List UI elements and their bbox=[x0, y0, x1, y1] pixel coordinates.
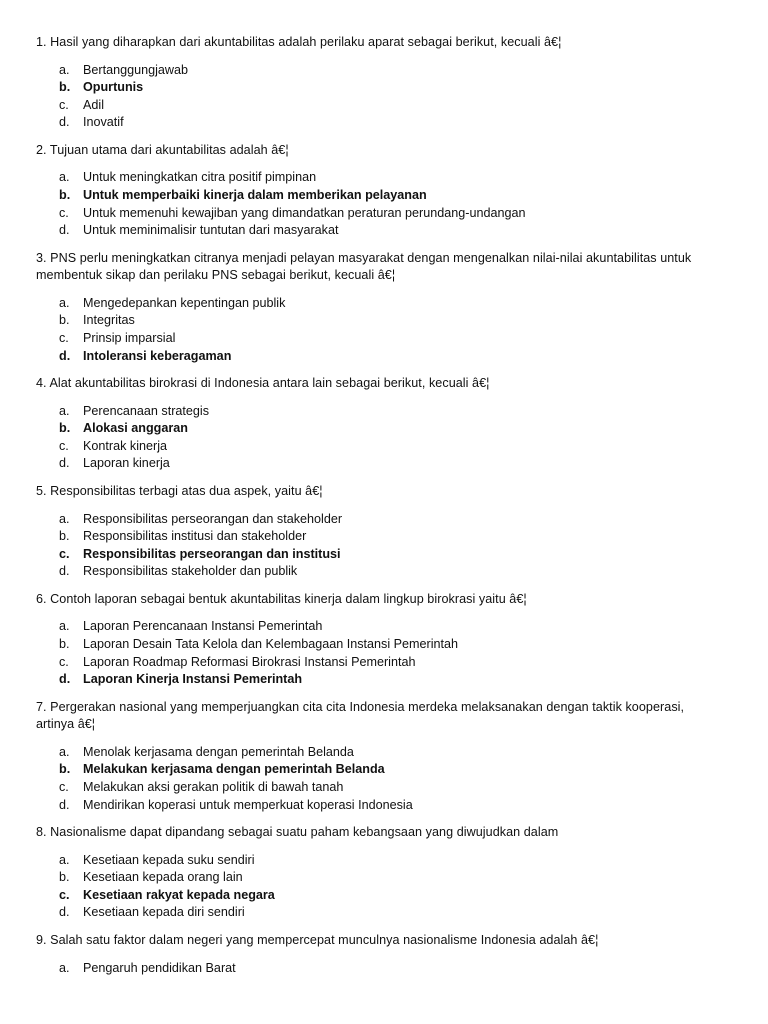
option-text: Integritas bbox=[83, 313, 135, 328]
answer-option bbox=[36, 546, 718, 564]
option-text: Kontrak kinerja bbox=[83, 438, 167, 453]
option-letter: c. bbox=[59, 330, 69, 345]
answer-option bbox=[36, 455, 718, 473]
option-letter: a. bbox=[59, 852, 70, 867]
option-text: Laporan kinerja bbox=[83, 456, 170, 471]
option-text: Mendirikan koperasi untuk memperkuat koperasi Indonesia bbox=[83, 797, 413, 812]
question-text: 1. Hasil yang diharapkan dari akuntabilitas adalah perilaku aparat sebagai berikut, kecuali â€¦ bbox=[36, 35, 562, 49]
question-block bbox=[36, 483, 718, 581]
option-letter: b. bbox=[59, 187, 71, 202]
answer-option bbox=[36, 187, 718, 205]
option-text: Mengedepankan kepentingan publik bbox=[83, 295, 286, 310]
question-text: 6. Contoh laporan sebagai bentuk akuntabilitas kinerja dalam lingkup birokrasi yaitu â€¦ bbox=[36, 591, 527, 606]
answer-option bbox=[36, 114, 718, 132]
question-text: 4. Alat akuntabilitas birokrasi di Indonesia antara lain sebagai berikut, kecuali â€¦ bbox=[36, 376, 490, 391]
option-letter: b. bbox=[59, 80, 71, 95]
answer-option bbox=[36, 403, 718, 421]
question-text: 5. Responsibilitas terbagi atas dua aspek, yaitu â€¦ bbox=[36, 484, 323, 498]
option-letter: d. bbox=[59, 348, 71, 363]
answer-option bbox=[36, 528, 718, 546]
question-block bbox=[36, 34, 718, 132]
option-letter: b. bbox=[59, 636, 70, 651]
question-text: 8. Nasionalisme dapat dipandang sebagai suatu paham kebangsaan yang diwujudkan dalam bbox=[36, 825, 559, 840]
option-text: Melakukan aksi gerakan politik di bawah tanah bbox=[83, 779, 344, 794]
answer-option bbox=[36, 62, 718, 80]
option-letter: c. bbox=[59, 654, 69, 669]
option-letter: a. bbox=[59, 511, 70, 526]
question-block bbox=[36, 250, 718, 365]
question-block bbox=[36, 142, 718, 240]
answer-option bbox=[36, 169, 718, 187]
option-text: Untuk meminimalisir tuntutan dari masyarakat bbox=[83, 223, 339, 238]
option-list bbox=[36, 403, 718, 473]
option-text: Kesetiaan kepada diri sendiri bbox=[83, 905, 245, 920]
option-letter: d. bbox=[59, 672, 71, 687]
option-text: Prinsip imparsial bbox=[83, 330, 176, 345]
answer-option bbox=[36, 295, 718, 313]
option-text: Kesetiaan kepada orang lain bbox=[83, 870, 243, 885]
option-list bbox=[36, 62, 718, 132]
option-letter: b. bbox=[59, 762, 71, 777]
option-letter: d. bbox=[59, 223, 70, 238]
answer-option bbox=[36, 79, 718, 97]
option-text: Untuk memenuhi kewajiban yang dimandatkan peraturan perundang-undangan bbox=[83, 205, 526, 220]
option-text: Inovatif bbox=[83, 115, 124, 130]
answer-option bbox=[36, 654, 718, 672]
option-text: Intoleransi keberagaman bbox=[83, 348, 232, 363]
option-letter: b. bbox=[59, 313, 70, 328]
option-list bbox=[36, 852, 718, 922]
option-list bbox=[36, 169, 718, 239]
option-text: Responsibilitas perseorangan dan institusi bbox=[83, 546, 341, 561]
option-text: Kesetiaan rakyat kepada negara bbox=[83, 887, 275, 902]
option-list bbox=[36, 511, 718, 581]
answer-option bbox=[36, 222, 718, 240]
option-text: Laporan Perencanaan Instansi Pemerintah bbox=[83, 619, 323, 634]
option-text: Menolak kerjasama dengan pemerintah Belanda bbox=[83, 744, 354, 759]
question-block bbox=[36, 591, 718, 689]
option-text: Laporan Desain Tata Kelola dan Kelembagaan Instansi Pemerintah bbox=[83, 636, 459, 651]
answer-option bbox=[36, 852, 718, 870]
option-letter: d. bbox=[59, 905, 70, 920]
answer-option bbox=[36, 348, 718, 366]
option-letter: d. bbox=[59, 456, 70, 471]
answer-option bbox=[36, 563, 718, 581]
option-text: Opurtunis bbox=[83, 80, 144, 95]
answer-option bbox=[36, 438, 718, 456]
answer-option bbox=[36, 330, 718, 348]
option-letter: d. bbox=[59, 797, 70, 812]
option-letter: c. bbox=[59, 97, 69, 112]
answer-option bbox=[36, 671, 718, 689]
option-letter: b. bbox=[59, 421, 71, 436]
option-text: Melakukan kerjasama dengan pemerintah Belanda bbox=[83, 762, 385, 777]
option-text: Untuk memperbaiki kinerja dalam memberikan pelayanan bbox=[83, 187, 427, 202]
question-text: 9. Salah satu faktor dalam negeri yang mempercepat munculnya nasionalisme Indonesia adalah â€¦ bbox=[36, 933, 599, 947]
option-text: Untuk meningkatkan citra positif pimpinan bbox=[83, 170, 317, 185]
option-list bbox=[36, 295, 718, 365]
option-letter: a. bbox=[59, 295, 70, 310]
option-letter: a. bbox=[59, 403, 70, 418]
answer-option bbox=[36, 887, 718, 905]
answer-option bbox=[36, 312, 718, 330]
option-letter: c. bbox=[59, 438, 69, 453]
answer-option bbox=[36, 511, 718, 529]
answer-option bbox=[36, 797, 718, 815]
question-block bbox=[36, 375, 718, 473]
option-letter: a. bbox=[59, 619, 70, 634]
option-text: Responsibilitas perseorangan dan stakeholder bbox=[83, 511, 343, 526]
option-letter: a. bbox=[59, 170, 70, 185]
answer-option bbox=[36, 636, 718, 654]
answer-option bbox=[36, 97, 718, 115]
answer-option bbox=[36, 779, 718, 797]
option-text: Pengaruh pendidikan Barat bbox=[83, 960, 236, 975]
option-text: Alokasi anggaran bbox=[83, 421, 188, 436]
answer-option bbox=[36, 869, 718, 887]
question-text: 7. Pergerakan nasional yang memperjuangkan cita cita Indonesia merdeka melaksanakan dengan taktik kooperasi, artinya â€¦ bbox=[36, 699, 685, 732]
option-letter: c. bbox=[59, 546, 70, 561]
option-list bbox=[36, 744, 718, 814]
question-block bbox=[36, 932, 718, 977]
answer-option bbox=[36, 904, 718, 922]
question-block bbox=[36, 699, 718, 814]
option-letter: c. bbox=[59, 779, 69, 794]
option-letter: a. bbox=[59, 960, 70, 975]
answer-option bbox=[36, 205, 718, 223]
option-text: Kesetiaan kepada suku sendiri bbox=[83, 852, 255, 867]
option-text: Perencanaan strategis bbox=[83, 403, 210, 418]
option-letter: a. bbox=[59, 62, 70, 77]
answer-option bbox=[36, 744, 718, 762]
answer-option bbox=[36, 618, 718, 636]
option-letter: b. bbox=[59, 870, 70, 885]
option-text: Responsibilitas stakeholder dan publik bbox=[83, 564, 298, 579]
answer-option bbox=[36, 761, 718, 779]
option-letter: c. bbox=[59, 887, 70, 902]
option-list bbox=[36, 618, 718, 688]
option-text: Responsibilitas institusi dan stakeholder bbox=[83, 529, 307, 544]
question-text: 3. PNS perlu meningkatkan citranya menjadi pelayan masyarakat dengan mengenalkan nilai-nilai akuntabilitas untuk membentuk sikap dan perilaku PNS sebagai berikut, kecuali â€¦ bbox=[36, 250, 692, 283]
answer-option bbox=[36, 960, 718, 978]
option-text: Bertanggungjawab bbox=[83, 62, 189, 77]
question-block bbox=[36, 824, 718, 922]
option-text: Laporan Roadmap Reformasi Birokrasi Instansi Pemerintah bbox=[83, 654, 416, 669]
option-text: Laporan Kinerja Instansi Pemerintah bbox=[83, 672, 303, 687]
answer-option bbox=[36, 420, 718, 438]
option-letter: d. bbox=[59, 115, 70, 130]
option-letter: a. bbox=[59, 744, 70, 759]
option-letter: b. bbox=[59, 529, 70, 544]
option-list bbox=[36, 960, 718, 978]
option-text: Adil bbox=[83, 97, 104, 112]
question-text: 2. Tujuan utama dari akuntabilitas adalah â€¦ bbox=[36, 142, 289, 157]
option-letter: d. bbox=[59, 564, 70, 579]
option-letter: c. bbox=[59, 205, 69, 220]
